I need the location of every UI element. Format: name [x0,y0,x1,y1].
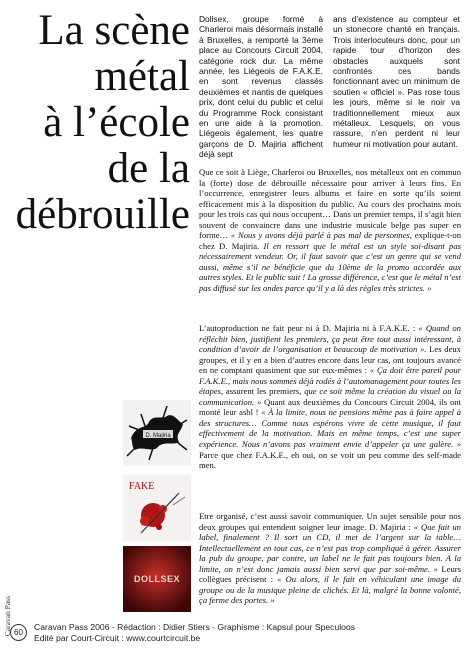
quote-run: « Que fait un label, finalement ? Il sort un CD, il met de l’argent sur la table… Intellectuellement en tout cas, ce n’est pas trop compliqué à gérer. Assurer la pub du groupe, par contre, un label ne le fait pas toujours bien. A la limite, on n’est donc jamais aussi bien servi que par soi-même. » [199,521,461,574]
text-run: Quant aux deuxièmes du Concours Circuit 2004, ils ont monté leur asbl ! [199,396,461,418]
title-line: La scène [38,7,190,54]
page-number: 60 [10,624,27,641]
side-label: Caravan Pass [3,596,12,637]
paragraph-2 [199,323,461,471]
intro-column-1: Dollsex, groupe formé à Charleroi mais désormais installé à Bruxelles, a remporté la 3ème place au Concours Circuit 2004, catégorie rock dur. La même année, les Liégeois de F.A.K.E. en sont revenus classés deuxièmes et nantis de quelques prix, dont celui du public et celui du Programme Rock consistant en une aide à la promotion. Liégeois également, les quatre garçons de D. Majiria affichent déjà sept [199,14,323,160]
paragraph-1 [199,167,461,294]
paragraph-3 [199,511,461,606]
quote-run: que ce soit même la création du visuel ou la communication. » [199,386,462,407]
title-line: métal [94,53,190,100]
band-logo-text: FAKE [129,481,155,492]
quote-run: Il en ressort que le métal est un style soi-disant pas nécessairement vendeur. Or, il faut savoir que c’est un genre qui se vend aussi, même s’il ne bénéficie que du 10ème de la promo accordée aux autres styles. Et le public suit ! La grosse différence, c’est que le métal n’est pas diffusé sur les ondes parce qu’il y a là des règles très strictes. » [199,240,461,294]
text-run: assurent les premiers, [223,386,305,397]
text-run: Que ce soit à Liège, Charleroi ou Bruxelles, nos métalleux ont en commun la (forte) dose de débrouille nécessaire pour arriver à leurs fins. En l’occurrence, enregistrer leurs albums et faire en sorte qu’ils soient efficacement mis à la disposition du public. Au cours des prochains mois pour les trois cas qui nous occupent… Dans un premier temps, il s’agit bien souvent de convaincre dans une industrie musicale belge pas super en forme… [199,167,461,241]
text-run: Leurs collègues précisent : [199,563,462,585]
text-run: explique-t-on chez D. Majiria. [199,230,461,251]
footer-publisher: Edité par Court-Circuit : www.courtcircuit.be [34,633,201,643]
band-image-dollsex [123,546,191,612]
text-run: Parce que chez F.A.K.E., eh oui, on se voit un peu comme des self-made men. [199,449,461,471]
title-line: de la [107,145,190,192]
text-run: Les deux groupes, et il y en a bien d’autres encore dans leur cas, ont toujours avancé en ne comptant quasiment que sur eux-mêmes : [199,344,461,376]
title-line: à l’école [43,99,190,146]
title-line: débrouille [15,191,190,238]
band-image-fake [123,475,191,541]
text-run: Etre organisé, c’est aussi savoir communiquer. Un sujet sensible pour nos deux groupes qui entendent soigner leur image. D. Majiria : [199,511,461,532]
article-title [6,8,190,238]
band-logo-text: DOLLSEX [133,574,181,584]
quote-run: « Quand on réfléchit bien, justifient les premiers, ça peut être tout aussi intéressant, à condition d’avoir de l’organisation et beaucoup de motivation ». [199,323,461,355]
quote-run: « À la limite, nous ne pensions même pas à faire appel à des structures… Comme nous espérons vivre de cette musique, il faut effectivement de la motivation. Mais en même temps, c’est une super expérience. Nous n’avons pas vraiment envie d’appeler ça une galère. » [199,407,461,450]
quote-run: « Ou alors, il le fait en véhiculant une image du groupe ou de la musique pleine de clichés. Et là, malgré la bonne volonté, ça ferme des portes. » [199,574,461,606]
quote-run: « Ça doit être pareil pour F.A.K.E., mais nous sommes déjà rodés à l’automanagement pour toutes les étapes, [199,365,462,397]
text-run: L’autoproduction ne fait peur ni à D. Majiria ni à F.A.K.E. : [199,323,419,333]
footer [34,622,464,644]
band-image-majiria [123,400,191,466]
footer-credits: Caravan Pass 2006 - Rédaction : Didier Stiers - Graphisme : Kapsul pour Speculoos [34,622,355,632]
band-logo-text: D. Majiria [145,433,171,439]
quote-run: « Nous y avons déjà parlé à pas mal de personnes, [230,230,412,241]
intro-column-2: ans d’existence au compteur et un stonecore chanté en français. Trois interlocuteurs donc, pour un rapide tour d’horizon des obstacles auxquels sont confrontés ces bands fonctionnant avec un minimum de soutien « officiel ». Pas rose tous les jours, même si le noir va traditionnellement mieux aux métalleux. Lesquels, on vous rassure, n’en perdent ni leur humeur ni motivation pour autant. [333,14,460,149]
